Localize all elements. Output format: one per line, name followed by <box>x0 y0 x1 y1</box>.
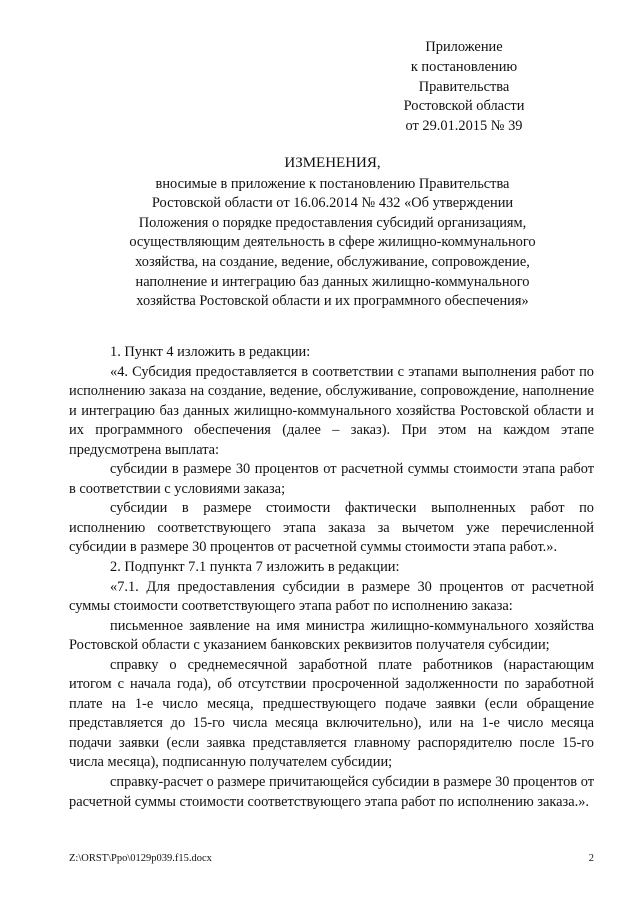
heading-line: Ростовской области от 16.06.2014 № 432 «Об утверждении <box>151 195 514 212</box>
file-path: Z:\ORST\Ppo\0129p039.f15.docx <box>69 853 212 864</box>
paragraph-subsidy-actual: субсидии в размере стоимости фактически выполненных работ по исполнению соответствующего этапа заказа за вычетом уже перечисленной субсидии в размере 30 процентов от расчетной суммы стоимости этапа работ.». <box>69 500 594 556</box>
heading-line: наполнение и интеграцию баз данных жилищно-коммунального <box>135 273 530 290</box>
appendix-block <box>364 38 564 137</box>
paragraph-item-1: 1. Пункт 4 изложить в редакции: <box>110 344 311 360</box>
document-title: ИЗМЕНЕНИЯ, <box>284 155 381 171</box>
paragraph-clause-7-1: «7.1. Для предоставления субсидии в размере 30 процентов от расчетной суммы стоимости соответствующего этапа работ по исполнению заказа: <box>69 578 594 615</box>
appendix-line: Приложение <box>425 39 503 55</box>
heading-line: вносимые в приложение к постановлению Правительства <box>155 175 510 192</box>
appendix-line: к постановлению <box>410 58 518 75</box>
appendix-line: от 29.01.2015 № 39 <box>405 118 523 135</box>
heading-line: Положения о порядке предоставления субсидий организациям, <box>138 214 527 231</box>
paragraph-subsidy-30: субсидии в размере 30 процентов от расчетной суммы стоимости этапа работ в соответствии с условиями заказа; <box>69 461 594 497</box>
paragraph-calculation: справку-расчет о размере причитающейся субсидии в размере 30 процентов от расчетной суммы стоимости соответствующего этапа работ по исполнению заказа.». <box>69 774 594 810</box>
heading-line: осуществляющим деятельность в сфере жилищно-коммунального <box>129 234 536 251</box>
paragraph-salary-certificate: справку о среднемесячной заработной плате работников (нарастающим итогом с начала года), об отсутствии просроченной задолженности по заработной плате на 1-е число месяца, предшествующего подаче заявки (если обращение представляется до 15-го числа месяца включительно), или на 1-е число месяца подачи заявки (если заявка представляется главному распорядителю после 15-го числа месяца), подписанную получателем субсидии; <box>69 656 594 771</box>
document-body <box>69 343 594 812</box>
appendix-line: Правительства <box>418 78 510 95</box>
appendix-line: Ростовской области <box>403 98 525 115</box>
page-number: 2 <box>588 853 594 864</box>
paragraph-clause-4: «4. Субсидия предоставляется в соответствии с этапами выполнения работ по исполнению заказа на создание, ведение, обслуживание, сопровождение, наполнение и интеграцию баз данных жилищно-коммунального хозяйства Ростовской области и их программного обеспечения (далее – заказ). При этом на каждом этапе предусмотрена выплата: <box>69 363 594 458</box>
heading-line: хозяйства Ростовской области и их программного обеспечения» <box>136 293 529 310</box>
heading-line: хозяйства, на создание, ведение, обслуживание, сопровождение, <box>135 253 530 270</box>
paragraph-item-2: 2. Подпункт 7.1 пункта 7 изложить в редакции: <box>110 559 400 576</box>
paragraph-application: письменное заявление на имя министра жилищно-коммунального хозяйства Ростовской области с указанием банковских реквизитов получателя субсидии; <box>69 617 594 654</box>
document-heading <box>60 154 605 312</box>
